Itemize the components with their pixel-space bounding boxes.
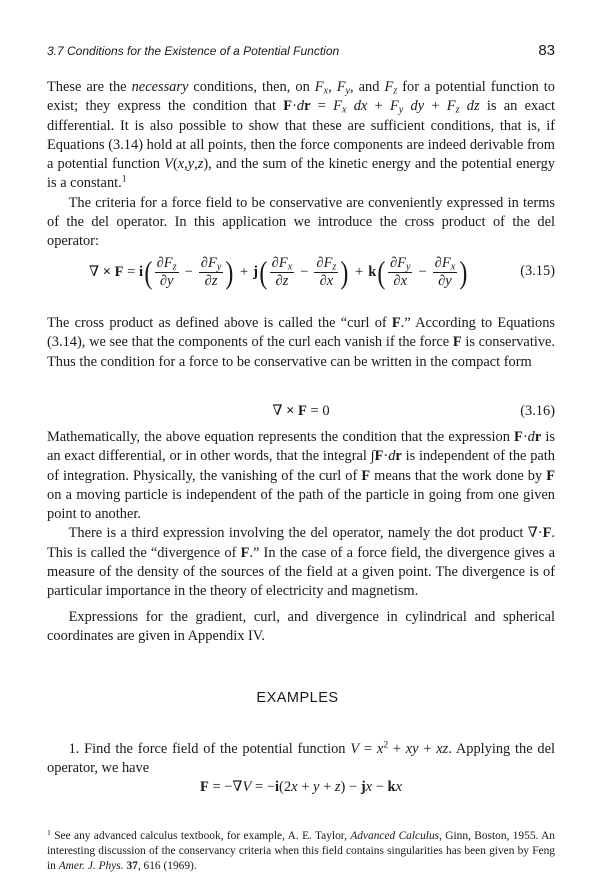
equation-force-from-potential: F = −∇V = −i(2x + y + z) − jx − kx <box>199 779 403 795</box>
equation-number: (3.16) <box>520 403 555 419</box>
curl-zero-expression: ∇ × F = 0 <box>272 403 330 419</box>
section-title: 3.7 Conditions for the Existence of a Potential Function <box>47 44 340 58</box>
paragraph-exact-differential: Mathematically, the above equation represents the condition that the expression F·dr is an exact differential, or in other words, that the integral ∫F·dr is independent of the path of integration. Physically, the vanishing of the curl of F means that the work done by F on a moving particle is independent of the path of the particle in going from one given point to another. There is a third expression involving the del operator, namely the dot product ∇·F. This is called the “divergence of F.” In the case of a force field, the divergence gives a measure of the density of the sources of the field at a given point. The divergence is of particular importance in the theory of electricity and magnetism. Expressions for the gradient, curl, and divergence in cylindrical and spherical coordinates are given in Appendix IV. <box>47 428 555 646</box>
examples-heading: EXAMPLES <box>256 690 339 706</box>
paragraph-del-criteria: The criteria for a force field to be conservative are conveniently expressed in terms of the del operator. In this application we introduce the cross product of the del operator: <box>47 194 555 250</box>
paragraph-necessary-conditions: These are the necessary conditions, then, on $F_x$, $F_y$, and $F_z$ for a potential function to exist; they express the condition that $F\cdot dr = F_x$ dx + $F_y$ dy + $F_z$ dz is an exact differential. It is also possible to show that these are sufficient conditions, that is, if Equations (3.14) hold at all points, then the force components are indeed derivable from a potential function V(x,y,z), and the sum of the kinetic energy and the potential energy is a constant.$^1$ The criteria for a force field to be conservative are conveniently expressed in terms of the del operator. In this application we introduce the cross product of the del operator: <box>47 78 555 252</box>
paragraph-appendix: Expressions for the gradient, curl, and divergence in cylindrical and spherical coordinates are given in Appendix IV. <box>47 608 555 644</box>
example-1: 1. Find the force field of the potential function $V = x^2$ + xy + xz. Applying the del operator, we have <box>47 739 556 777</box>
equation-curl-3-15 <box>47 249 555 295</box>
equation-curl-zero-3-16 <box>47 403 555 423</box>
page-number: 83 <box>538 42 555 59</box>
footnote: $^1$ See any advanced calculus textbook, for example, A. E. Taylor, Advanced Calculus, Ginn, Boston, 1955. An interesting discussion of the conservancy criteria when this field contains singularities has been given by Feng in Amer. J. Phys. 37, 616 (1969). <box>47 827 556 872</box>
equation-number: (3.15) <box>520 263 555 279</box>
footnote-marker: 1 <box>47 827 51 837</box>
footnote-ref: 1 <box>121 174 127 186</box>
paragraph-divergence: There is a third expression involving the del operator, namely the dot product ∇·F. This is called the “divergence of F.” In the case of a force field, the divergence gives a measure of the density of the sources of the field at a given point. The divergence is of particular importance in the theory of electricity and magnetism. <box>47 525 555 600</box>
curl-expression: ∇ × F = i ( $\frac{\partial F_z}{\partial y}$ − $\frac{\partial F_y}{\partial z}$ ) + j ( $\frac{\partial F_x}{\partial z}$ − $\frac{\partial F_z}{\partial x}$ ) + k ( $\frac{\partial F_y}{\partial x}$ − $\frac{\partial F_x}{\partial y}$ ) <box>89 254 468 290</box>
paragraph-curl-definition: The cross product as defined above is called the “curl of F.” According to Equations (3.14), we see that the components of the curl each vanish if the force F is conservative. Thus the condition for a force to be conservative can be written in the compact form <box>47 315 555 370</box>
running-head <box>47 42 555 62</box>
